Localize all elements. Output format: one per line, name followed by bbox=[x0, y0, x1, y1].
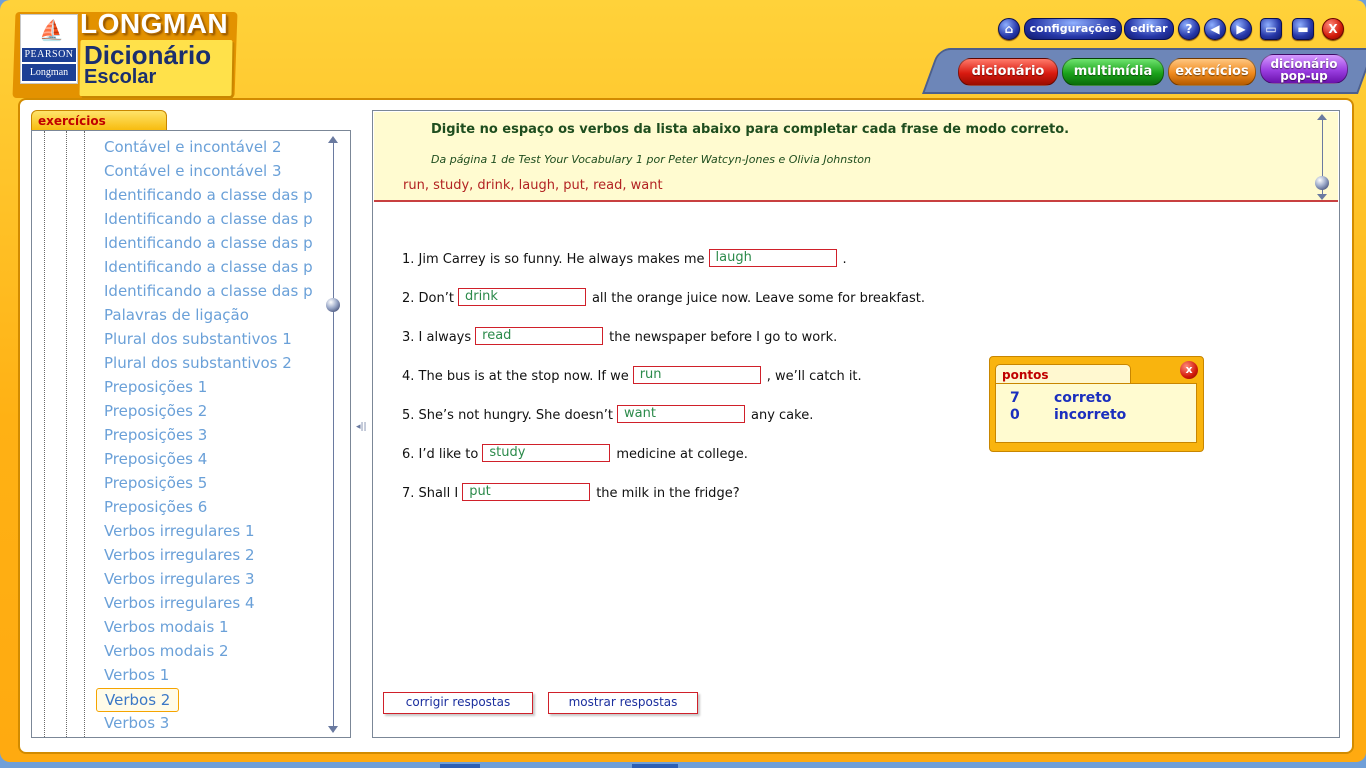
instructions-scroll-thumb[interactable] bbox=[1315, 176, 1329, 190]
instr-scroll-down-icon[interactable] bbox=[1317, 194, 1327, 200]
brand-longman: LONGMAN bbox=[80, 8, 229, 39]
sidebar-scrollbar[interactable] bbox=[333, 138, 334, 732]
question-text-after: all the orange juice now. Leave some for breakfast. bbox=[591, 291, 925, 306]
check-answers-button[interactable]: corrigir respostas bbox=[383, 692, 533, 714]
tree-item[interactable]: Verbos irregulares 3 bbox=[104, 570, 255, 588]
score-close-button[interactable]: x bbox=[1180, 361, 1198, 379]
source-text: Da página 1 de Test Your Vocabulary 1 por Peter Watcyn-Jones e Olivia Johnston bbox=[431, 153, 871, 166]
tab-popup-line1: dicionário bbox=[1270, 57, 1338, 71]
question-row bbox=[402, 249, 847, 271]
answer-input[interactable]: run bbox=[633, 366, 761, 384]
question-row bbox=[402, 483, 740, 505]
tree-item[interactable]: Palavras de ligação bbox=[104, 306, 249, 324]
scroll-up-icon[interactable] bbox=[328, 136, 338, 143]
tab-popup-line2: pop-up bbox=[1280, 69, 1328, 83]
tree-item[interactable]: Identificando a classe das p bbox=[104, 186, 313, 204]
window-restore-icon: ▭ bbox=[1265, 22, 1277, 36]
tree-item[interactable]: Preposições 6 bbox=[104, 498, 208, 516]
word-list: run, study, drink, laugh, put, read, want bbox=[403, 178, 663, 193]
incorrect-label: incorreto bbox=[1054, 407, 1127, 423]
scroll-down-icon[interactable] bbox=[328, 726, 338, 733]
tree-item[interactable]: Verbos 1 bbox=[104, 666, 170, 684]
answer-input[interactable]: put bbox=[462, 483, 590, 501]
close-button[interactable]: X bbox=[1322, 18, 1344, 40]
correct-label: correto bbox=[1054, 390, 1112, 406]
question-row bbox=[402, 444, 748, 466]
home-button[interactable] bbox=[998, 18, 1020, 40]
tree-item[interactable]: Verbos 2 bbox=[96, 688, 179, 712]
question-row bbox=[402, 327, 837, 349]
tree-item[interactable]: Contável e incontável 2 bbox=[104, 138, 282, 156]
instr-scroll-up-icon[interactable] bbox=[1317, 114, 1327, 120]
taskbar-strip bbox=[0, 762, 1366, 768]
question-text-after: , we’ll catch it. bbox=[766, 369, 862, 384]
tree-item[interactable]: Verbos irregulares 1 bbox=[104, 522, 255, 540]
question-row bbox=[402, 405, 813, 427]
arrow-right-icon: ▶ bbox=[1236, 22, 1246, 36]
question-text-after: medicine at college. bbox=[616, 447, 748, 462]
window-maximize-icon: ▬ bbox=[1297, 22, 1309, 36]
splitter-handle-icon[interactable]: ◂|| bbox=[356, 422, 367, 432]
publisher-name: PEARSON bbox=[22, 48, 76, 62]
score-tab bbox=[995, 364, 1131, 385]
question-text-after: . bbox=[842, 252, 847, 267]
instruction-text: Digite no espaço os verbos da lista abaixo para completar cada frase de modo correto. bbox=[431, 122, 1070, 137]
answer-input[interactable]: laugh bbox=[709, 249, 837, 267]
tree-item[interactable]: Contável e incontável 3 bbox=[104, 162, 282, 180]
tab-exercicios[interactable]: exercícios bbox=[1168, 58, 1256, 86]
tree-item[interactable]: Verbos irregulares 4 bbox=[104, 594, 255, 612]
sidebar-scroll-thumb[interactable] bbox=[326, 298, 340, 312]
question-text: 4. The bus is at the stop now. If we bbox=[402, 369, 629, 384]
question-row bbox=[402, 366, 862, 388]
question-text-after: the milk in the fridge? bbox=[596, 486, 740, 501]
pearson-logo bbox=[20, 14, 78, 84]
tree-item[interactable]: Verbos modais 2 bbox=[104, 642, 229, 660]
edit-button[interactable]: editar bbox=[1124, 18, 1174, 40]
question-text-after: any cake. bbox=[750, 408, 814, 423]
question-text: 7. Shall I bbox=[402, 486, 459, 501]
incorrect-count: 0 bbox=[1010, 407, 1020, 423]
ship-icon: ⛵ bbox=[39, 18, 64, 42]
brand-title-line2: Escolar bbox=[84, 66, 157, 88]
restore-button[interactable] bbox=[1260, 18, 1282, 40]
question-text: 1. Jim Carrey is so funny. He always makes me bbox=[402, 252, 705, 267]
forward-button[interactable] bbox=[1230, 18, 1252, 40]
question-text-after: the newspaper before I go to work. bbox=[609, 330, 838, 345]
tree-item[interactable]: Preposições 1 bbox=[104, 378, 208, 396]
exercise-tree bbox=[31, 130, 351, 738]
question-text: 5. She’s not hungry. She doesn’t bbox=[402, 408, 613, 423]
answer-input[interactable]: want bbox=[617, 405, 745, 423]
tree-item[interactable]: Verbos 3 bbox=[104, 714, 170, 732]
tree-item[interactable]: Plural dos substantivos 1 bbox=[104, 330, 292, 348]
brand-title-line1: Dicionário bbox=[84, 40, 212, 70]
answer-input[interactable]: read bbox=[475, 327, 603, 345]
publisher-subname: Longman bbox=[22, 64, 76, 81]
tree-item[interactable]: Preposições 2 bbox=[104, 402, 208, 420]
tree-item[interactable]: Preposições 3 bbox=[104, 426, 208, 444]
question-text: 2. Don’t bbox=[402, 291, 454, 306]
question-text: 6. I’d like to bbox=[402, 447, 479, 462]
home-icon: ⌂ bbox=[1004, 22, 1014, 36]
question-text: 3. I always bbox=[402, 330, 472, 345]
tree-item[interactable]: Identificando a classe das p bbox=[104, 258, 313, 276]
help-button[interactable]: ? bbox=[1178, 18, 1200, 40]
score-tab-label: pontos bbox=[1002, 368, 1049, 382]
tab-dicionario[interactable]: dicionário bbox=[958, 58, 1058, 86]
correct-count: 7 bbox=[1010, 390, 1020, 406]
maximize-button[interactable] bbox=[1292, 18, 1314, 40]
tree-item[interactable]: Identificando a classe das p bbox=[104, 210, 313, 228]
tree-item[interactable]: Verbos irregulares 2 bbox=[104, 546, 255, 564]
arrow-left-icon: ◀ bbox=[1210, 22, 1220, 36]
tree-item[interactable]: Verbos modais 1 bbox=[104, 618, 229, 636]
tree-item[interactable]: Identificando a classe das p bbox=[104, 234, 313, 252]
answer-input[interactable]: drink bbox=[458, 288, 586, 306]
show-answers-button[interactable]: mostrar respostas bbox=[548, 692, 698, 714]
back-button[interactable] bbox=[1204, 18, 1226, 40]
answer-input[interactable]: study bbox=[482, 444, 610, 462]
tree-item[interactable]: Preposições 5 bbox=[104, 474, 208, 492]
question-row bbox=[402, 288, 925, 310]
tree-item[interactable]: Identificando a classe das p bbox=[104, 282, 313, 300]
tree-item[interactable]: Plural dos substantivos 2 bbox=[104, 354, 292, 372]
sidebar-tab-label: exercícios bbox=[38, 114, 106, 128]
tab-multimidia[interactable]: multimídia bbox=[1062, 58, 1164, 86]
tree-item[interactable]: Preposições 4 bbox=[104, 450, 208, 468]
settings-button[interactable]: configurações bbox=[1024, 18, 1122, 40]
tab-dicionario-popup[interactable] bbox=[1260, 54, 1348, 84]
